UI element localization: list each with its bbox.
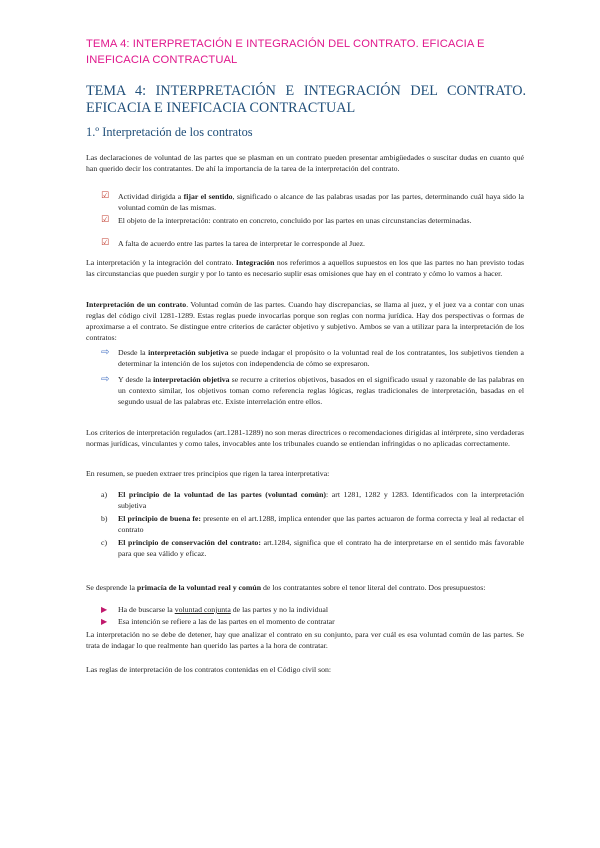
triangle-bullet-icon: ▶ — [101, 617, 108, 626]
page-title: TEMA 4: INTERPRETACIÓN E INTEGRACIÓN DEL CONTRATO. EFICACIA E INEFICACIA CONTRACTUAL — [86, 83, 526, 116]
triangle-bullet-icon: ▶ — [101, 605, 108, 614]
interpretation-paragraph: Interpretación de un contrato. Voluntad común de las partes. Cuando hay discrepancias, se llama al juez, y el juez va a contar con unas reglas del código civil 1281-1289. Estas reglas puede invocarlas porque son reglas con norma jurídica. Hay dos perspectivas o formas de aproximarse a el contrato. Se distingue entre criterios de carácter objetivo y subjetivo. Ambos se van a utilizar para la interpretación de los contratos: — [86, 300, 525, 342]
list-item: El principio de la voluntad de las partes (voluntad común): art 1281, 1282 y 1283. Identificados con la interpretación subjetiva — [118, 490, 525, 510]
list-item: El principio de buena fe: presente en el art.1288, implica entender que las partes actuaron de forma correcta y leal al redactar el contrato — [118, 514, 524, 534]
list-label: c) — [101, 538, 108, 547]
list-item: Actividad dirigida a fijar el sentido, significado o alcance de las palabras usadas por las partes, determinando cuál haya sido la voluntad común de las mismas. — [118, 192, 524, 212]
checkbox-icon: ☑ — [101, 238, 110, 248]
integration-paragraph: La interpretación y la integración del contrato. Integración nos referimos a aquellos supuestos en los que las partes no han previsto todas las circunstancias que pueden surgir y por lo tanto es necesario suplir esas omisiones que hay en el contrato y cómo lo vamos a hacer. — [86, 258, 524, 278]
list-item: El principio de conservación del contrato: art.1284, significa que el contrato ha de interpretarse en el sentido más favorable para que sea válido y eficaz. — [118, 538, 524, 558]
section-title: 1.º Interpretación de los contratos — [86, 125, 253, 139]
header-title: TEMA 4: INTERPRETACIÓN E INTEGRACIÓN DEL CONTRATO. EFICACIA E INEFICACIA CONTRACTUAL — [86, 38, 485, 66]
list-item: Esa intención se refiere a las de las partes en el momento de contratar — [118, 617, 335, 626]
closing-paragraph: La interpretación no se debe de detener, hay que analizar el contrato en su conjunto, para ver cuál es esa voluntad común de las partes. Se trata de indagar lo que realmente han querido las partes a la hora de contratar. — [86, 630, 524, 650]
rules-intro-paragraph: Las reglas de interpretación de los contratos contenidas en el Código civil son: — [86, 665, 332, 674]
checkbox-icon: ☑ — [101, 191, 110, 201]
list-item: Desde la interpretación subjetiva se puede indagar el propósito o la voluntad real de los contratantes, los subjetivos tienden a determinar la intención de los sujetos con independencia de cómo se expresaron. — [118, 348, 524, 368]
arrow-right-icon: ⇨ — [101, 374, 110, 385]
summary-paragraph: En resumen, se pueden extraer tres principios que rigen la tarea interpretativa: — [86, 469, 330, 478]
list-item: A falta de acuerdo entre las partes la tarea de interpretar le corresponde al Juez. — [118, 239, 365, 248]
list-item: Ha de buscarse la voluntad conjunta de las partes y no la individual — [118, 605, 329, 614]
intro-paragraph: Las declaraciones de voluntad de las partes que se plasman en un contrato pueden presentar ambigüedades o suscitar dudas en cuanto qué han querido decir los contratantes. De ahí la importancia de la tarea de la interpretación del contrato. — [86, 153, 524, 173]
list-item: El objeto de la interpretación: contrato en concreto, concluido por las partes en unas circunstancias determinadas. — [118, 216, 472, 225]
arrow-right-icon: ⇨ — [101, 347, 110, 358]
primacy-paragraph: Se desprende la primacía de la voluntad real y común de los contratantes sobre el tenor literal del contrato. Dos presupuestos: — [86, 583, 486, 592]
criteria-paragraph: Los criterios de interpretación regulados (art.1281-1289) no son meras directrices o recomendaciones dirigidas al intérprete, sino verdaderas normas jurídicas, vinculantes y como tales, invocables ante los tribunales cuando se entiendan infringidas o no aplicadas correctamente. — [86, 428, 524, 448]
list-label: b) — [101, 514, 108, 523]
list-item: Y desde la interpretación objetiva se recurre a criterios objetivos, basados en el significado usual y razonable de las palabras en un contexto similar, los objetivos toman como referencia reglas lógicas, reglas tradicionales de interpretación, basadas en el segundo usual de las palabras etc. Existe interrelación entre ellos. — [118, 375, 524, 406]
checkbox-icon: ☑ — [101, 215, 110, 225]
list-label: a) — [101, 490, 108, 499]
